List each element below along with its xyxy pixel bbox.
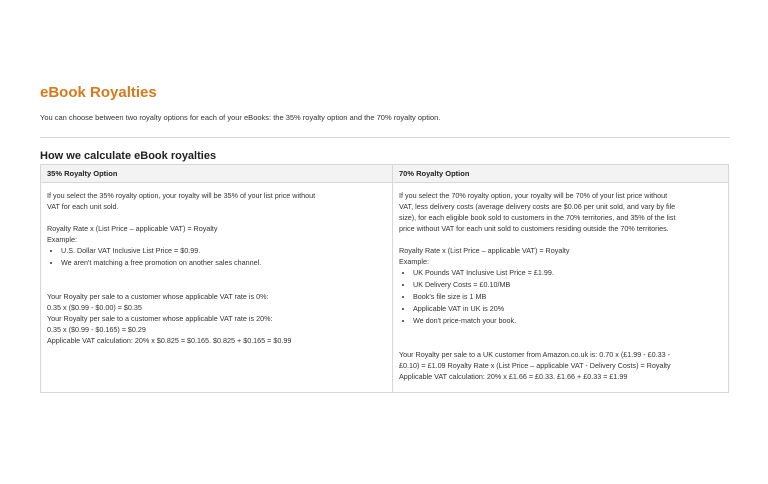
calc-line: Applicable VAT calculation: 20% x $0.825 = $0.165. $0.825 + $0.165 = $0.99: [47, 336, 292, 345]
formula: Royalty Rate x (List Price – applicable VAT) = Royalty: [47, 224, 218, 233]
desc-line: VAT for each unit sold.: [47, 202, 119, 211]
calc-line: Applicable VAT calculation: 20% x £1.66 = £0.33. £1.66 + £0.33 = £1.99: [399, 372, 628, 381]
example-list: [399, 267, 722, 327]
intro-text: You can choose between two royalty options for each of your eBooks: the 35% royalty option and the 70% royalty option.: [40, 113, 441, 122]
list-item: • UK Delivery Costs = £0.10/MB: [413, 279, 722, 291]
desc-line: price without VAT for each unit sold to customers residing outside the 70% territories.: [399, 224, 669, 233]
calc-line: 0.35 x ($0.99 - $0.165) = $0.29: [47, 325, 146, 334]
calc-line: Your Royalty per sale to a customer whose applicable VAT rate is 20%:: [47, 314, 273, 323]
list-item: • Book's file size is 1 MB: [413, 291, 722, 303]
calc-line: £0.10) = £1.09 Royalty Rate x (List Price – applicable VAT - Delivery Costs) = Royalty: [399, 361, 671, 370]
calc-line: Your Royalty per sale to a UK customer from Amazon.co.uk is: 0.70 x (£1.99 - £0.33 -: [399, 350, 670, 359]
example-label: Example:: [399, 257, 429, 266]
desc-line: VAT, less delivery costs (average delivery costs are $0.06 per unit sold, and vary by file: [399, 202, 676, 211]
desc-line: If you select the 35% royalty option, your royalty will be 35% of your list price without: [47, 191, 316, 200]
list-item: • UK Pounds VAT Inclusive List Price = £1.99.: [413, 267, 722, 279]
list-item: • Applicable VAT in UK is 20%: [413, 303, 722, 315]
royalties-page: [40, 82, 730, 393]
table-row: [41, 183, 729, 393]
example-label: Example:: [47, 235, 77, 244]
calc-line: 0.35 x ($0.99 - $0.00) = $0.35: [47, 303, 142, 312]
calc-line: Your Royalty per sale to a customer whose applicable VAT rate is 0%:: [47, 292, 269, 301]
list-item: • We aren't matching a free promotion on another sales channel.: [61, 257, 386, 269]
example-list: [47, 245, 386, 269]
section-title: How we calculate eBook royalties: [40, 150, 217, 162]
cell-70: [393, 183, 729, 393]
list-item: • We don't price-match your book.: [413, 315, 722, 327]
page-title: eBook Royalties: [40, 84, 157, 101]
table-header-row: [41, 165, 729, 183]
royalty-table: [40, 164, 729, 393]
list-item: • U.S. Dollar VAT Inclusive List Price = $0.99.: [61, 245, 386, 257]
formula: Royalty Rate x (List Price – applicable VAT) = Royalty: [399, 246, 570, 255]
header-35: 35% Royalty Option: [41, 165, 393, 183]
cell-35: [41, 183, 393, 393]
desc-line: If you select the 70% royalty option, your royalty will be 70% of your list price without: [399, 191, 668, 200]
divider: [40, 137, 730, 138]
header-70: 70% Royalty Option: [393, 165, 729, 183]
desc-line: size), for each eligible book sold to customers in the 70% territories, and 35% of the list: [399, 213, 676, 222]
